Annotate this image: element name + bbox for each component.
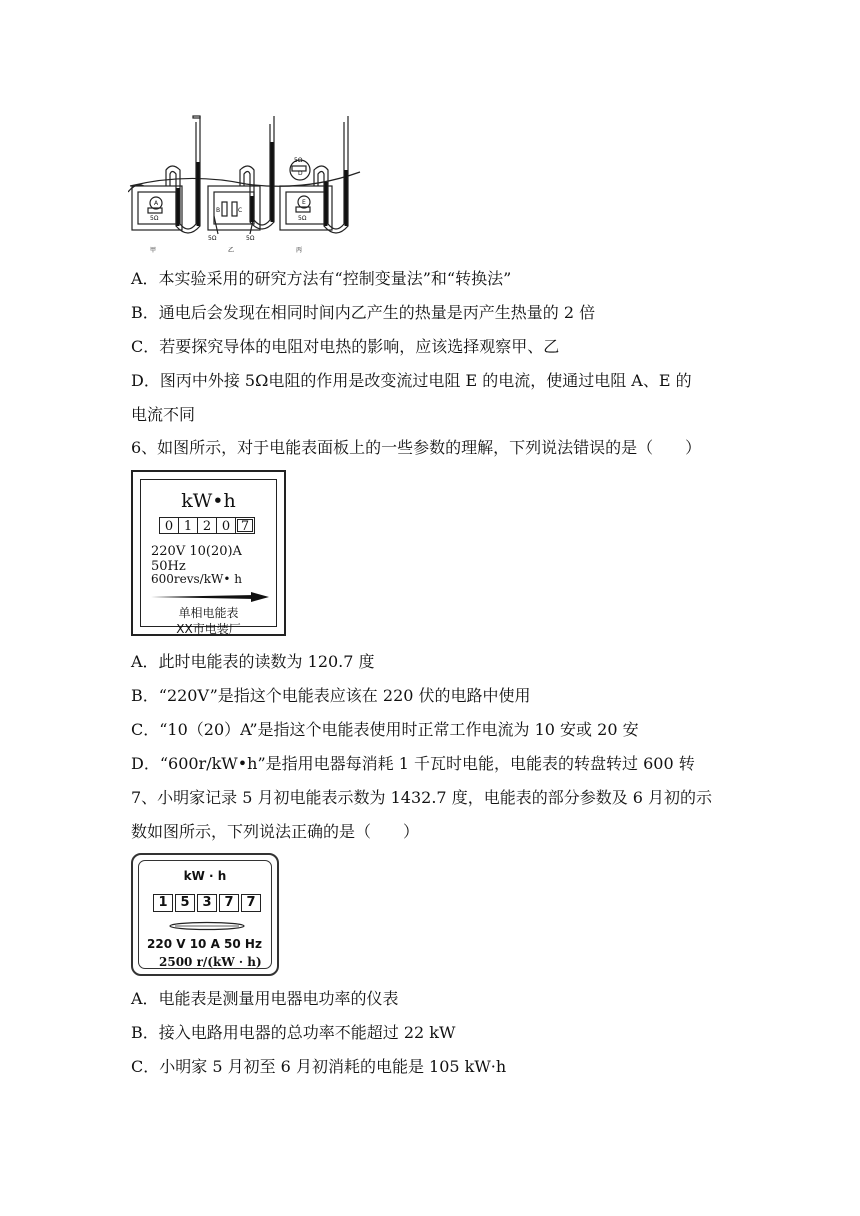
res-a-label: A [154, 200, 159, 207]
q7-stem-1: 7、小明家记录 5 月初电能表示数为 1432.7 度，电能表的部分参数及 6 月初的示 [131, 788, 713, 807]
arrow-icon [151, 592, 269, 602]
energy-meter-1 [131, 470, 286, 636]
q7-option-b: B．接入电路用电器的总功率不能超过 22 kW [131, 1023, 456, 1042]
digit: 1 [153, 894, 173, 912]
q7-stem-2: 数如图所示，下列说法正确的是（ ） [131, 822, 420, 841]
res-e-value: 5Ω [298, 215, 307, 222]
meter-1-name: 单相电能表 [178, 606, 239, 620]
joule-heat-apparatus-figure [128, 112, 364, 254]
res-bc-value-1: 5Ω [208, 235, 217, 242]
meter-1-rev: 600revs/kW• h [151, 572, 242, 586]
label-yi: 乙 [228, 247, 235, 254]
meter-1-panel [140, 479, 277, 636]
meter-2-rev: 2500 r/(kW · h) [159, 955, 262, 969]
q6-stem: 6、如图所示，对于电能表面板上的一些参数的理解，下列说法错误的是（ ） [131, 438, 702, 457]
q6-option-c: C．“10（20）A”是指这个电能表使用时正常工作电流为 10 安或 20 安 [131, 720, 639, 739]
digit: 1 [178, 517, 198, 534]
meter-2-panel [138, 860, 272, 969]
q5-option-a: A．本实验采用的研究方法有“控制变量法”和“转换法” [131, 269, 512, 288]
digit: 0 [216, 517, 236, 534]
meter-1-spec: 220V 10(20)A 50Hz [151, 544, 242, 574]
q6-option-d: D．“600r/kW•h”是指用电器每消耗 1 千瓦时电能，电能表的转盘转过 600 转 [131, 754, 695, 773]
label-bing: 丙 [296, 247, 303, 254]
digit: 0 [159, 517, 179, 534]
res-bc-value-2: 5Ω [246, 235, 255, 242]
q5-option-c: C．若要探究导体的电阻对电热的影响，应该选择观察甲、乙 [131, 337, 560, 356]
meter-1-digits [159, 517, 254, 534]
q5-option-d-cont: 电流不同 [131, 405, 196, 424]
res-b-label: B [216, 207, 221, 214]
digit: 3 [197, 894, 217, 912]
digit: 7 [241, 894, 261, 912]
digit: 7 [219, 894, 239, 912]
res-d-label: D [298, 170, 303, 177]
res-d-value: 5Ω [294, 157, 303, 164]
digit: 5 [175, 894, 195, 912]
q6-option-a: A．此时电能表的读数为 120.7 度 [131, 652, 375, 671]
q5-option-b: B．通电后会发现在相同时间内乙产生的热量是丙产生热量的 2 倍 [131, 303, 596, 322]
energy-meter-2 [131, 853, 279, 976]
res-a-value: 5Ω [150, 215, 159, 222]
res-c-label: C [238, 207, 243, 214]
q5-option-d: D．图丙中外接 5Ω电阻的作用是改变流过电阻 E 的电流，使通过电阻 A、E 的 [131, 371, 692, 390]
meter-1-unit: kW•h [181, 490, 236, 512]
digit: 2 [197, 517, 217, 534]
meter-1-maker: XX市电装厂 [176, 622, 241, 636]
q6-option-b: B．“220V”是指这个电能表应该在 220 伏的电路中使用 [131, 686, 531, 705]
rotating-disc-icon [169, 921, 245, 931]
digit-decimal: 7 [235, 517, 255, 534]
meter-2-unit: kW · h [183, 869, 227, 883]
meter-2-digits [153, 894, 263, 912]
q7-option-c: C．小明家 5 月初至 6 月初消耗的电能是 105 kW·h [131, 1057, 507, 1076]
q7-option-a: A．电能表是测量用电器电功率的仪表 [131, 989, 399, 1008]
label-jia: 甲 [150, 247, 157, 254]
res-e-label: E [302, 199, 306, 206]
meter-2-spec: 220 V 10 A 50 Hz [147, 937, 262, 951]
